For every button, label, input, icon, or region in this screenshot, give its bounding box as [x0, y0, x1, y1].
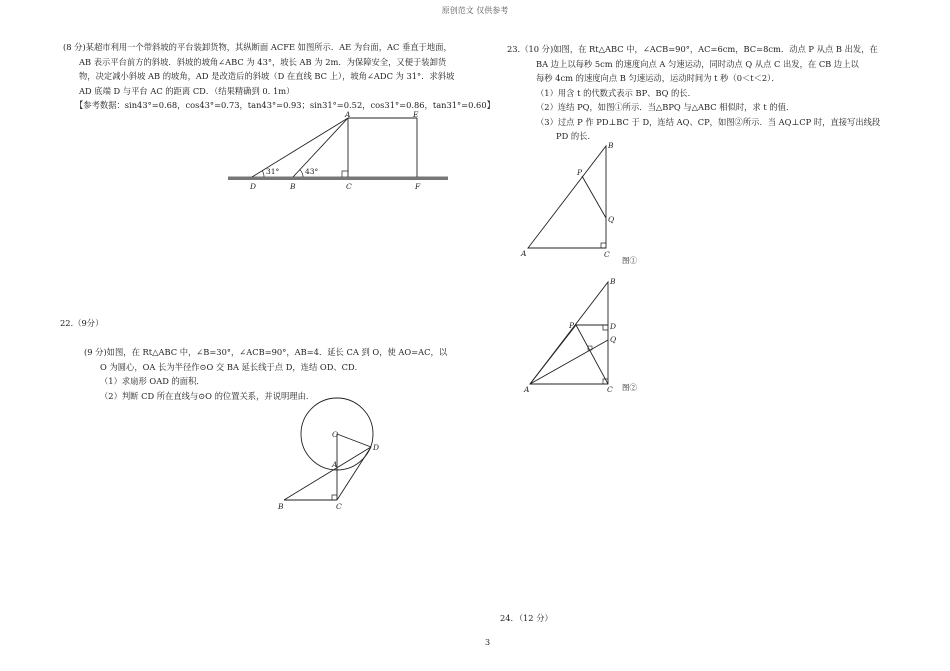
- label-b: B: [290, 182, 296, 191]
- label-q: Q: [608, 215, 615, 224]
- right-angle-mark: [342, 171, 348, 177]
- right-angle-mark: [601, 243, 606, 248]
- label-d: D: [373, 443, 380, 452]
- q21-line-1: (8 分)某超市利用一个带斜坡的平台装卸货物，其纵断面 ACFE 如图所示．AE 为台面，AC 垂直于地面，: [63, 42, 452, 52]
- angle-label-31: 31°: [266, 167, 280, 176]
- label-p: P: [569, 321, 575, 330]
- label-a: A: [332, 460, 338, 469]
- label-a: A: [345, 110, 351, 119]
- figure-1-caption: 图①: [622, 256, 637, 265]
- q23-line-2: BA 边上以每秒 5cm 的速度向点 A 匀速运动，同时动点 Q 从点 C 出发，在 CB 边上以: [536, 58, 859, 69]
- angle-arc-31: [262, 171, 264, 177]
- q24-number: 24．（12 分）: [500, 613, 553, 623]
- q21-line-4: AD 底端 D 与平台 AC 的距离 CD．（结果精确到 0. 1m）: [79, 85, 295, 96]
- page-header: 原创范文 仅供参考: [441, 6, 509, 15]
- label-b: B: [610, 277, 616, 286]
- q22-line-2: O 为圆心，OA 长为半径作⊙O 交 BA 延长线于点 D，连结 OD、CD．: [100, 361, 363, 372]
- q23-line-7: PD 的长．: [556, 131, 596, 141]
- label-d: D: [610, 322, 617, 331]
- label-q: Q: [610, 335, 617, 344]
- label-c: C: [336, 502, 342, 511]
- label-b: B: [278, 502, 284, 511]
- label-p: P: [577, 168, 583, 177]
- page-number: 3: [484, 638, 491, 647]
- q23-line-5: （2）连结 PQ，如图①所示．当△BPQ 与△ABC 相似时，求 t 的值．: [536, 102, 795, 112]
- label-o: O: [332, 430, 339, 439]
- q23-line-1: 23.（10 分)如图，在 Rt△ABC 中，∠ACB=90°，AC=6cm，BC=8cm．动点 P 从点 B 出发，在: [507, 44, 878, 54]
- label-f: F: [415, 182, 421, 191]
- segment-pq: [582, 176, 606, 218]
- q22-line-3: （1）求扇形 OAD 的面积．: [100, 376, 205, 386]
- label-c: C: [607, 385, 613, 394]
- q23-line-4: （1）用含 t 的代数式表示 BP、BQ 的长．: [536, 87, 696, 98]
- angle-label-43: 43°: [305, 167, 319, 176]
- q22-line-1: (9 分)如图，在 Rt△ABC 中，∠B=30°，∠ACB=90°，AB=4．延长 CA 到 O，使 AO=AC，以: [84, 347, 448, 357]
- q21-reference-data: 【参考数据：sin43°=0.68，cos43°=0.73，tan43°=0.93；sin31°=0.52，cos31°=0.86，tan31°=0.60】: [75, 100, 495, 110]
- figure-2-caption: 图②: [622, 383, 637, 392]
- label-b: B: [608, 141, 614, 150]
- angle-arc-43: [300, 170, 303, 177]
- segment-od: [337, 434, 371, 447]
- q23-line-3: 每秒 4cm 的速度向点 B 匀速运动，运动时间为 t 秒（0＜t＜2）．: [536, 73, 780, 83]
- right-angle-mark-d: [603, 325, 608, 330]
- q21-figure: [220, 110, 460, 196]
- q21-line-2: AB 表示平台前方的斜坡．斜坡的坡角∠ABC 为 43°，坡长 AB 为 2m．为保障安全，又便于装卸货: [79, 56, 447, 67]
- segment-bd: [284, 447, 371, 500]
- segment-cp: [576, 325, 608, 384]
- q22-line-4: （2）判断 CD 所在直线与⊙O 的位置关系，并说明理由．: [100, 390, 315, 401]
- label-e: E: [413, 110, 419, 119]
- q22-figure: [270, 400, 390, 520]
- label-a: A: [524, 385, 530, 394]
- q23-line-6: （3）过点 P 作 PD⊥BC 于 D，连结 AQ、CP，如图②所示．当 AQ⊥CP 时，直接写出线段: [536, 116, 881, 127]
- right-angle-mark: [332, 495, 337, 500]
- segment-cd: [337, 447, 371, 500]
- q21-line-3: 物，决定减小斜坡 AB 的坡角，AD 是改造后的斜坡（D 在直线 BC 上），坡角∠ADC 为 31°．求斜坡: [79, 71, 455, 81]
- label-c: C: [604, 250, 610, 259]
- label-c: C: [346, 182, 352, 191]
- q23-figure-1: [518, 138, 658, 270]
- q22-number: 22.（9分）: [60, 318, 104, 328]
- ground-line: [228, 177, 448, 181]
- segment-pa: [530, 325, 576, 384]
- label-d: D: [250, 182, 257, 191]
- segment-ab: [293, 118, 348, 177]
- q23-figure-2: [518, 274, 658, 398]
- label-a: A: [521, 249, 527, 258]
